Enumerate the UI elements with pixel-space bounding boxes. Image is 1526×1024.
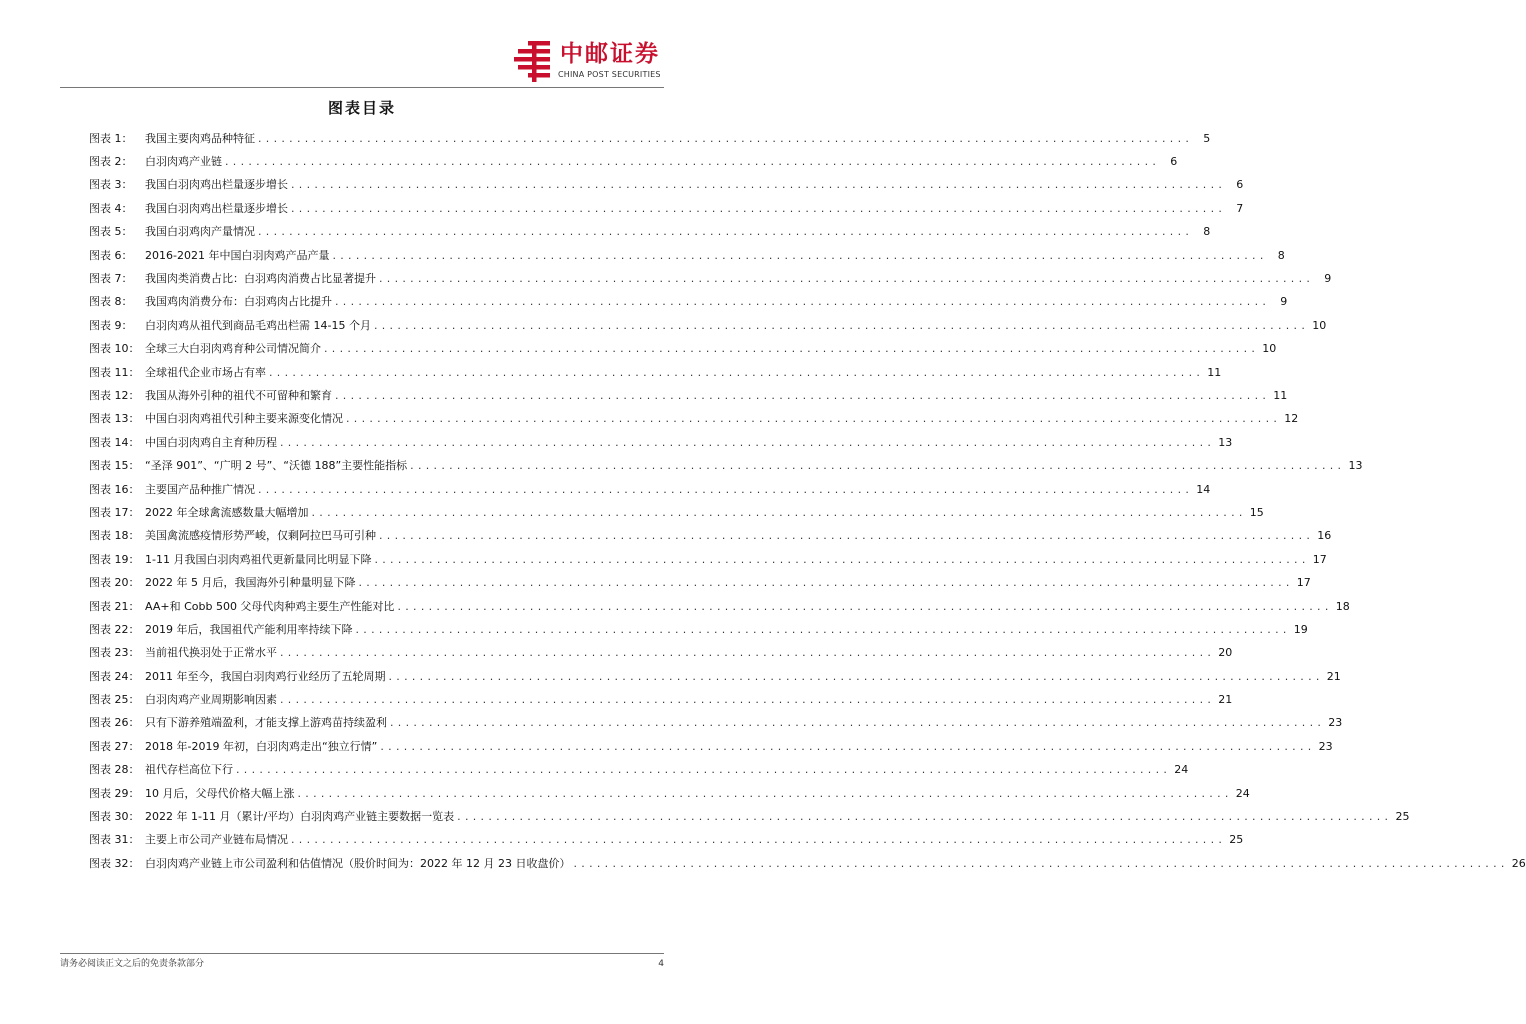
brand-name-cn: 中邮证券	[560, 41, 660, 67]
toc-entry-label: 图表 15：	[89, 459, 140, 473]
toc-entry-label: 图表 3：	[89, 178, 133, 192]
toc-entry-page: 23	[1328, 716, 1343, 730]
toc-entry-page: 13	[1218, 435, 1233, 449]
toc-entry-label: 图表 21：	[89, 599, 140, 613]
toc-leader-dots: . . . . . . . . . . . . . . . . . . . . . . . . . . . . . . . . . . . . . . . . . . . . . . . . . . . . . . . . . . . . . . . . . . . . . . . . . . . . . . . . . . . . . . . . . . . . . . . . . . . . . . . . . . . . . . . . . . . . . . . .	[297, 786, 1229, 800]
toc-entry[interactable]	[89, 314, 1327, 337]
toc-entry[interactable]	[89, 221, 1211, 244]
toc-entry[interactable]	[89, 618, 1308, 641]
toc-entry-title: 美国禽流感疫情形势严峻，仅剩阿拉巴马可引种	[145, 529, 376, 543]
page-header	[0, 0, 724, 90]
toc-entry[interactable]	[89, 174, 1244, 197]
brand-name-en: CHINA POST SECURITIES	[558, 70, 661, 79]
toc-entry-title: 中国白羽肉鸡自主育种历程	[145, 435, 277, 449]
toc-leader-dots: . . . . . . . . . . . . . . . . . . . . . . . . . . . . . . . . . . . . . . . . . . . . . . . . . . . . . . . . . . . . . . . . . . . . . . . . . . . . . . . . . . . . . . . . . . . . . . . . . . . . . . . . . . . . . . . . . . . . . . . .	[397, 599, 1329, 613]
toc-entry-page: 9	[1280, 295, 1288, 309]
toc-entry-page: 21	[1218, 693, 1233, 707]
toc-entry-title: 我国白羽肉鸡出栏量逐步增长	[145, 178, 288, 192]
toc-leader-dots: . . . . . . . . . . . . . . . . . . . . . . . . . . . . . . . . . . . . . . . . . . . . . . . . . . . . . . . . . . . . . . . . . . . . . . . . . . . . . . . . . . . . . . . . . . . . . . . . . . . . . . . . . . . . . . . . . . . . . . . .	[258, 225, 1190, 239]
toc-leader-dots: . . . . . . . . . . . . . . . . . . . . . . . . . . . . . . . . . . . . . . . . . . . . . . . . . . . . . . . . . . . . . . . . . . . . . . . . . . . . . . . . . . . . . . . . . . . . . . . . . . . . . . . . . . . . . . . . . . . . . . . .	[379, 272, 1311, 286]
toc-leader-dots: . . . . . . . . . . . . . . . . . . . . . . . . . . . . . . . . . . . . . . . . . . . . . . . . . . . . . . . . . . . . . . . . . . . . . . . . . . . . . . . . . . . . . . . . . . . . . . . . . . . . . . . . . . . . . . . . . . . . . . . .	[258, 131, 1190, 145]
toc-entry-page: 9	[1324, 272, 1332, 286]
toc-entry-page: 15	[1249, 505, 1264, 519]
toc-entry-label: 图表 31：	[89, 833, 140, 847]
toc-entry-page: 18	[1335, 599, 1350, 613]
toc-entry-page: 8	[1203, 225, 1211, 239]
toc-entry-title: 祖代存栏高位下行	[145, 763, 233, 777]
toc-leader-dots: . . . . . . . . . . . . . . . . . . . . . . . . . . . . . . . . . . . . . . . . . . . . . . . . . . . . . . . . . . . . . . . . . . . . . . . . . . . . . . . . . . . . . . . . . . . . . . . . . . . . . . . . . . . . . . . . . . . . . . . .	[280, 693, 1212, 707]
toc-entry[interactable]	[89, 829, 1244, 852]
toc-entry-page: 24	[1174, 763, 1189, 777]
toc-entry-page: 26	[1511, 856, 1526, 870]
toc-leader-dots: . . . . . . . . . . . . . . . . . . . . . . . . . . . . . . . . . . . . . . . . . . . . . . . . . . . . . . . . . . . . . . . . . . . . . . . . . . . . . . . . . . . . . . . . . . . . . . . . . . . . . . . . . . . . . . . . . . . . . . . .	[573, 856, 1505, 870]
toc-entry-page: 25	[1395, 810, 1410, 824]
toc-entry[interactable]	[89, 478, 1211, 501]
toc-entry[interactable]	[89, 805, 1410, 828]
toc-entry[interactable]	[89, 759, 1189, 782]
toc-entry-title: 2011 年至今，我国白羽肉鸡行业经历了五轮周期	[145, 669, 386, 683]
toc-entry[interactable]	[89, 548, 1327, 571]
toc-leader-dots: . . . . . . . . . . . . . . . . . . . . . . . . . . . . . . . . . . . . . . . . . . . . . . . . . . . . . . . . . . . . . . . . . . . . . . . . . . . . . . . . . . . . . . . . . . . . . . . . . . . . . . . . . . . . . . . . . . . . . . . .	[379, 529, 1311, 543]
toc-entry-label: 图表 10：	[89, 342, 140, 356]
toc-entry-page: 8	[1277, 248, 1285, 262]
toc-leader-dots: . . . . . . . . . . . . . . . . . . . . . . . . . . . . . . . . . . . . . . . . . . . . . . . . . . . . . . . . . . . . . . . . . . . . . . . . . . . . . . . . . . . . . . . . . . . . . . . . . . . . . . . . . . . . . . . . . . . . . . . .	[291, 201, 1223, 215]
toc-entry[interactable]	[89, 501, 1264, 524]
toc-entry-page: 7	[1236, 201, 1244, 215]
toc-entry[interactable]	[89, 665, 1341, 688]
toc-entry-label: 图表 29：	[89, 786, 140, 800]
toc-entry-title: 2016-2021 年中国白羽肉鸡产品产量	[145, 248, 330, 262]
toc-entry-page: 17	[1312, 552, 1327, 566]
toc-entry-title: 中国白羽肉鸡祖代引种主要来源变化情况	[145, 412, 343, 426]
toc-entry-label: 图表 22：	[89, 622, 140, 636]
brand-logo	[514, 40, 704, 84]
toc-leader-dots: . . . . . . . . . . . . . . . . . . . . . . . . . . . . . . . . . . . . . . . . . . . . . . . . . . . . . . . . . . . . . . . . . . . . . . . . . . . . . . . . . . . . . . . . . . . . . . . . . . . . . . . . . . . . . . . . . . . . . . . .	[335, 388, 1267, 402]
toc-entry-page: 20	[1218, 646, 1233, 660]
toc-entry[interactable]	[89, 688, 1233, 711]
toc-entry-label: 图表 19：	[89, 552, 140, 566]
toc-entry-title: “圣泽 901”、“广明 2 号”、“沃德 188”主要性能指标	[145, 459, 408, 473]
toc-leader-dots: . . . . . . . . . . . . . . . . . . . . . . . . . . . . . . . . . . . . . . . . . . . . . . . . . . . . . . . . . . . . . . . . . . . . . . . . . . . . . . . . . . . . . . . . . . . . . . . . . . . . . . . . . . . . . . . . . . . . . . . .	[373, 318, 1306, 332]
toc-entry-page: 10	[1312, 318, 1327, 332]
toc-entry[interactable]	[89, 338, 1277, 361]
toc-entry-page: 21	[1326, 669, 1341, 683]
toc-entry-title: 当前祖代换羽处于正常水平	[145, 646, 277, 660]
toc-entry-label: 图表 8：	[89, 295, 133, 309]
toc-entry[interactable]	[89, 735, 1333, 758]
toc-entry[interactable]	[89, 712, 1343, 735]
toc-entry-title: 我国白羽肉鸡出栏量逐步增长	[145, 201, 288, 215]
toc-entry-page: 17	[1296, 576, 1311, 590]
toc-entry-label: 图表 28：	[89, 763, 140, 777]
footer-divider	[60, 953, 664, 954]
disclaimer-note: 请务必阅读正文之后的免责条款部分	[60, 959, 205, 969]
toc-entry-label: 图表 11：	[89, 365, 140, 379]
toc-entry-label: 图表 13：	[89, 412, 140, 426]
toc-entry[interactable]	[89, 127, 1211, 150]
toc-entry-label: 图表 2：	[89, 155, 133, 169]
toc-entry-page: 24	[1235, 786, 1250, 800]
toc-entry[interactable]	[89, 431, 1233, 454]
toc-entry-label: 图表 6：	[89, 248, 133, 262]
toc-leader-dots: . . . . . . . . . . . . . . . . . . . . . . . . . . . . . . . . . . . . . . . . . . . . . . . . . . . . . . . . . . . . . . . . . . . . . . . . . . . . . . . . . . . . . . . . . . . . . . . . . . . . . . . . . . . . . . . . . . . . . . . .	[390, 716, 1322, 730]
toc-leader-dots: . . . . . . . . . . . . . . . . . . . . . . . . . . . . . . . . . . . . . . . . . . . . . . . . . . . . . . . . . . . . . . . . . . . . . . . . . . . . . . . . . . . . . . . . . . . . . . . . . . . . . . . . . . . . . . . . . . . . . . . .	[225, 155, 1157, 169]
toc-entry[interactable]	[89, 571, 1311, 594]
toc-entry-label: 图表 1：	[89, 131, 133, 145]
toc-leader-dots: . . . . . . . . . . . . . . . . . . . . . . . . . . . . . . . . . . . . . . . . . . . . . . . . . . . . . . . . . . . . . . . . . . . . . . . . . . . . . . . . . . . . . . . . . . . . . . . . . . . . . . . . . . . . . . . . . . . . . . . .	[457, 810, 1389, 824]
toc-leader-dots: . . . . . . . . . . . . . . . . . . . . . . . . . . . . . . . . . . . . . . . . . . . . . . . . . . . . . . . . . . . . . . . . . . . . . . . . . . . . . . . . . . . . . . . . . . . . . . . . . . . . . . . . . . . . . . . . . . . . . . . .	[236, 763, 1168, 777]
toc-entry-page: 19	[1293, 622, 1308, 636]
toc-entry[interactable]	[89, 291, 1288, 314]
toc-entry[interactable]	[89, 525, 1332, 548]
toc-entry-label: 图表 27：	[89, 739, 140, 753]
china-post-logo-icon	[514, 40, 554, 82]
toc-leader-dots: . . . . . . . . . . . . . . . . . . . . . . . . . . . . . . . . . . . . . . . . . . . . . . . . . . . . . . . . . . . . . . . . . . . . . . . . . . . . . . . . . . . . . . . . . . . . . . . . . . . . . . . . . . . . . . . . . . . . . . . .	[280, 646, 1212, 660]
toc-entry-page: 10	[1262, 342, 1277, 356]
toc-title: 图表目录	[327, 99, 396, 117]
toc-entry-label: 图表 17：	[89, 505, 140, 519]
toc-entry-label: 图表 7：	[89, 272, 133, 286]
toc-leader-dots: . . . . . . . . . . . . . . . . . . . . . . . . . . . . . . . . . . . . . . . . . . . . . . . . . . . . . . . . . . . . . . . . . . . . . . . . . . . . . . . . . . . . . . . . . . . . . . . . . . . . . . . . . . . . . . . . . . . . . . . .	[332, 248, 1264, 262]
toc-leader-dots: . . . . . . . . . . . . . . . . . . . . . . . . . . . . . . . . . . . . . . . . . . . . . . . . . . . . . . . . . . . . . . . . . . . . . . . . . . . . . . . . . . . . . . . . . . . . . . . . . . . . . . . . . . . . . . . . . . . . . . . .	[324, 342, 1256, 356]
toc-leader-dots: . . . . . . . . . . . . . . . . . . . . . . . . . . . . . . . . . . . . . . . . . . . . . . . . . . . . . . . . . . . . . . . . . . . . . . . . . . . . . . . . . . . . . . . . . . . . . . . . . . . . . . . . . . . . . . . . . . . . . . . .	[291, 833, 1223, 847]
toc-entry-label: 图表 30：	[89, 810, 140, 824]
toc-entry[interactable]	[89, 408, 1299, 431]
toc-entry-page: 6	[1170, 155, 1178, 169]
toc-entry[interactable]	[89, 150, 1178, 173]
toc-leader-dots: . . . . . . . . . . . . . . . . . . . . . . . . . . . . . . . . . . . . . . . . . . . . . . . . . . . . . . . . . . . . . . . . . . . . . . . . . . . . . . . . . . . . . . . . . . . . . . . . . . . . . . . . . . . . . . . . . . . . . . . .	[335, 295, 1267, 309]
toc-entry-label: 图表 26：	[89, 716, 140, 730]
toc-entry-page: 16	[1317, 529, 1332, 543]
toc-leader-dots: . . . . . . . . . . . . . . . . . . . . . . . . . . . . . . . . . . . . . . . . . . . . . . . . . . . . . . . . . . . . . . . . . . . . . . . . . . . . . . . . . . . . . . . . . . . . . . . . . . . . . . . . . . . . . . . . . . . . . . . .	[358, 576, 1290, 590]
toc-entry-label: 图表 12：	[89, 388, 140, 402]
toc-entry-page: 23	[1318, 739, 1333, 753]
toc-leader-dots: . . . . . . . . . . . . . . . . . . . . . . . . . . . . . . . . . . . . . . . . . . . . . . . . . . . . . . . . . . . . . . . . . . . . . . . . . . . . . . . . . . . . . . . . . . . . . . . . . . . . . . . . . . . . . . . . . . . . . . . .	[311, 505, 1243, 519]
toc-entry-title: 2022 年 1-11 月（累计/平均）白羽肉鸡产业链主要数据一览表	[145, 810, 455, 824]
toc-entry-title: 主要上市公司产业链布局情况	[145, 833, 288, 847]
figure-toc-list	[89, 127, 1526, 876]
toc-entry-label: 图表 32：	[89, 856, 140, 870]
toc-entry-title: 白羽肉鸡从祖代到商品毛鸡出栏需 14-15 个月	[145, 318, 371, 332]
toc-entry-label: 图表 18：	[89, 529, 140, 543]
header-divider	[60, 87, 664, 88]
toc-entry-page: 14	[1196, 482, 1211, 496]
page-number: 4	[658, 959, 664, 969]
toc-entry-title: AA+和 Cobb 500 父母代肉种鸡主要生产性能对比	[145, 599, 395, 613]
toc-entry[interactable]	[89, 361, 1222, 384]
toc-entry-page: 6	[1236, 178, 1244, 192]
toc-entry-title: 我国从海外引种的祖代不可留种和繁育	[145, 388, 332, 402]
toc-entry[interactable]	[89, 642, 1233, 665]
toc-entry-title: 只有下游养殖端盈利，才能支撑上游鸡苗持续盈利	[145, 716, 387, 730]
toc-entry[interactable]	[89, 384, 1288, 407]
toc-entry[interactable]	[89, 454, 1363, 477]
toc-leader-dots: . . . . . . . . . . . . . . . . . . . . . . . . . . . . . . . . . . . . . . . . . . . . . . . . . . . . . . . . . . . . . . . . . . . . . . . . . . . . . . . . . . . . . . . . . . . . . . . . . . . . . . . . . . . . . . . . . . . . . . . .	[410, 459, 1342, 473]
toc-leader-dots: . . . . . . . . . . . . . . . . . . . . . . . . . . . . . . . . . . . . . . . . . . . . . . . . . . . . . . . . . . . . . . . . . . . . . . . . . . . . . . . . . . . . . . . . . . . . . . . . . . . . . . . . . . . . . . . . . . . . . . . .	[346, 412, 1278, 426]
toc-leader-dots: . . . . . . . . . . . . . . . . . . . . . . . . . . . . . . . . . . . . . . . . . . . . . . . . . . . . . . . . . . . . . . . . . . . . . . . . . . . . . . . . . . . . . . . . . . . . . . . . . . . . . . . . . . . . . . . . . . . . . . . .	[258, 482, 1190, 496]
toc-entry-page: 12	[1284, 412, 1299, 426]
toc-entry-page: 13	[1348, 459, 1363, 473]
toc-leader-dots: . . . . . . . . . . . . . . . . . . . . . . . . . . . . . . . . . . . . . . . . . . . . . . . . . . . . . . . . . . . . . . . . . . . . . . . . . . . . . . . . . . . . . . . . . . . . . . . . . . . . . . . . . . . . . . . . . . . . . . . .	[269, 365, 1201, 379]
toc-entry-title: 全球三大白羽肉鸡育种公司情况简介	[145, 342, 321, 356]
toc-entry-page: 25	[1229, 833, 1244, 847]
toc-entry[interactable]	[89, 782, 1250, 805]
toc-leader-dots: . . . . . . . . . . . . . . . . . . . . . . . . . . . . . . . . . . . . . . . . . . . . . . . . . . . . . . . . . . . . . . . . . . . . . . . . . . . . . . . . . . . . . . . . . . . . . . . . . . . . . . . . . . . . . . . . . . . . . . . .	[380, 739, 1312, 753]
toc-entry-label: 图表 23：	[89, 646, 140, 660]
toc-entry-label: 图表 16：	[89, 482, 140, 496]
toc-entry-title: 2022 年全球禽流感数量大幅增加	[145, 505, 309, 519]
toc-entry-title: 2018 年-2019 年初，白羽肉鸡走出“独立行情”	[145, 739, 378, 753]
toc-entry[interactable]	[89, 267, 1332, 290]
toc-entry-label: 图表 24：	[89, 669, 140, 683]
toc-leader-dots: . . . . . . . . . . . . . . . . . . . . . . . . . . . . . . . . . . . . . . . . . . . . . . . . . . . . . . . . . . . . . . . . . . . . . . . . . . . . . . . . . . . . . . . . . . . . . . . . . . . . . . . . . . . . . . . . . . . . . . . .	[388, 669, 1320, 683]
toc-entry-title: 10 月后，父母代价格大幅上涨	[145, 786, 295, 800]
toc-entry[interactable]	[89, 595, 1350, 618]
toc-entry-title: 白羽肉鸡产业链上市公司盈利和估值情况（股价时间为：2022 年 12 月 23 日收盘价）	[145, 856, 571, 870]
toc-entry-title: 1-11 月我国白羽肉鸡祖代更新量同比明显下降	[145, 552, 372, 566]
toc-entry-page: 11	[1273, 388, 1288, 402]
toc-entry-label: 图表 9：	[89, 318, 133, 332]
toc-entry-label: 图表 5：	[89, 225, 133, 239]
toc-entry-label: 图表 20：	[89, 576, 140, 590]
toc-entry-title: 我国肉类消费占比：白羽鸡肉消费占比显著提升	[145, 272, 376, 286]
toc-leader-dots: . . . . . . . . . . . . . . . . . . . . . . . . . . . . . . . . . . . . . . . . . . . . . . . . . . . . . . . . . . . . . . . . . . . . . . . . . . . . . . . . . . . . . . . . . . . . . . . . . . . . . . . . . . . . . . . . . . . . . . . .	[374, 552, 1306, 566]
toc-entry-title: 白羽肉鸡产业链	[145, 155, 222, 169]
toc-entry-label: 图表 25：	[89, 693, 140, 707]
toc-entry[interactable]	[89, 852, 1526, 875]
toc-entry[interactable]	[89, 244, 1285, 267]
toc-entry-page: 11	[1207, 365, 1222, 379]
toc-entry-label: 图表 4：	[89, 201, 133, 215]
toc-entry-title: 2022 年 5 月后，我国海外引种量明显下降	[145, 576, 356, 590]
toc-entry-title: 我国鸡肉消费分布：白羽鸡肉占比提升	[145, 295, 332, 309]
toc-entry-title: 2019 年后，我国祖代产能利用率持续下降	[145, 622, 353, 636]
toc-entry-title: 全球祖代企业市场占有率	[145, 365, 266, 379]
toc-entry-label: 图表 14：	[89, 435, 140, 449]
toc-entry-title: 主要国产品种推广情况	[145, 482, 255, 496]
toc-entry-title: 我国白羽鸡肉产量情况	[145, 225, 255, 239]
toc-entry-title: 我国主要肉鸡品种特征	[145, 131, 255, 145]
toc-entry[interactable]	[89, 197, 1244, 220]
toc-entry-title: 白羽肉鸡产业周期影响因素	[145, 693, 277, 707]
toc-leader-dots: . . . . . . . . . . . . . . . . . . . . . . . . . . . . . . . . . . . . . . . . . . . . . . . . . . . . . . . . . . . . . . . . . . . . . . . . . . . . . . . . . . . . . . . . . . . . . . . . . . . . . . . . . . . . . . . . . . . . . . . .	[291, 178, 1223, 192]
toc-entry-page: 5	[1203, 131, 1211, 145]
toc-leader-dots: . . . . . . . . . . . . . . . . . . . . . . . . . . . . . . . . . . . . . . . . . . . . . . . . . . . . . . . . . . . . . . . . . . . . . . . . . . . . . . . . . . . . . . . . . . . . . . . . . . . . . . . . . . . . . . . . . . . . . . . .	[355, 622, 1287, 636]
toc-leader-dots: . . . . . . . . . . . . . . . . . . . . . . . . . . . . . . . . . . . . . . . . . . . . . . . . . . . . . . . . . . . . . . . . . . . . . . . . . . . . . . . . . . . . . . . . . . . . . . . . . . . . . . . . . . . . . . . . . . . . . . . .	[280, 435, 1212, 449]
